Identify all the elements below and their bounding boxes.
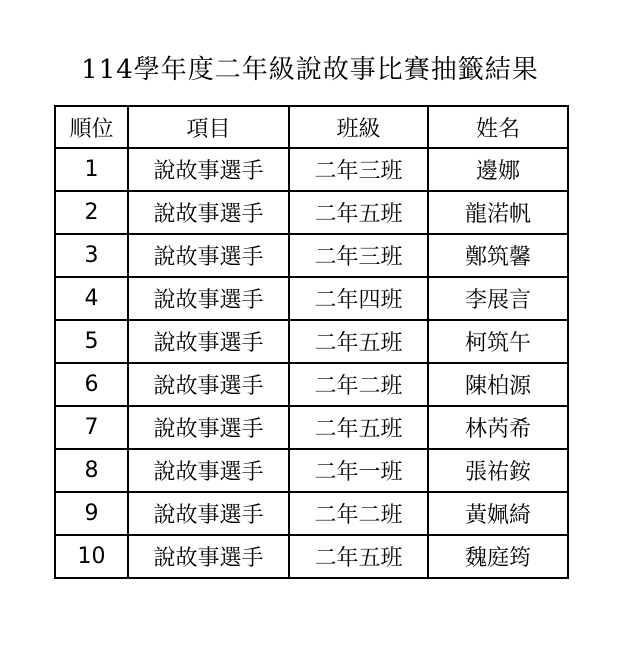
item-cell: 說故事選手 bbox=[128, 320, 289, 363]
table-row bbox=[55, 449, 568, 492]
item-cell: 說故事選手 bbox=[128, 277, 289, 320]
table-header-row bbox=[55, 106, 568, 148]
name-cell: 黃姵綺 bbox=[428, 492, 568, 535]
item-cell: 說故事選手 bbox=[128, 492, 289, 535]
item-cell: 說故事選手 bbox=[128, 406, 289, 449]
table-row bbox=[55, 363, 568, 406]
header-name: 姓名 bbox=[428, 106, 568, 148]
name-cell: 張祐銨 bbox=[428, 449, 568, 492]
item-cell: 說故事選手 bbox=[128, 234, 289, 277]
rank-cell: 7 bbox=[55, 406, 128, 449]
class-cell: 二年一班 bbox=[289, 449, 428, 492]
table-row bbox=[55, 492, 568, 535]
name-cell: 陳柏源 bbox=[428, 363, 568, 406]
name-cell: 鄭筑馨 bbox=[428, 234, 568, 277]
class-cell: 二年三班 bbox=[289, 148, 428, 191]
class-cell: 二年二班 bbox=[289, 492, 428, 535]
class-cell: 二年五班 bbox=[289, 191, 428, 234]
item-cell: 說故事選手 bbox=[128, 535, 289, 578]
rank-cell: 4 bbox=[55, 277, 128, 320]
document-title: 114學年度二年級說故事比賽抽籤結果 bbox=[81, 55, 539, 85]
header-rank: 順位 bbox=[55, 106, 128, 148]
name-cell: 魏庭筠 bbox=[428, 535, 568, 578]
class-cell: 二年五班 bbox=[289, 406, 428, 449]
name-cell: 李展言 bbox=[428, 277, 568, 320]
item-cell: 說故事選手 bbox=[128, 449, 289, 492]
rank-cell: 1 bbox=[55, 148, 128, 191]
item-cell: 說故事選手 bbox=[128, 191, 289, 234]
rank-cell: 2 bbox=[55, 191, 128, 234]
class-cell: 二年四班 bbox=[289, 277, 428, 320]
rank-cell: 6 bbox=[55, 363, 128, 406]
class-cell: 二年五班 bbox=[289, 535, 428, 578]
rank-cell: 10 bbox=[55, 535, 128, 578]
header-item: 項目 bbox=[128, 106, 289, 148]
table-row bbox=[55, 320, 568, 363]
class-cell: 二年三班 bbox=[289, 234, 428, 277]
rank-cell: 8 bbox=[55, 449, 128, 492]
table-row bbox=[55, 535, 568, 578]
table-row bbox=[55, 234, 568, 277]
rank-cell: 9 bbox=[55, 492, 128, 535]
name-cell: 林芮希 bbox=[428, 406, 568, 449]
table-row bbox=[55, 191, 568, 234]
table-row bbox=[55, 148, 568, 191]
name-cell: 邊娜 bbox=[428, 148, 568, 191]
header-class: 班級 bbox=[289, 106, 428, 148]
item-cell: 說故事選手 bbox=[128, 148, 289, 191]
item-cell: 說故事選手 bbox=[128, 363, 289, 406]
class-cell: 二年五班 bbox=[289, 320, 428, 363]
name-cell: 柯筑午 bbox=[428, 320, 568, 363]
table-row bbox=[55, 406, 568, 449]
rank-cell: 5 bbox=[55, 320, 128, 363]
results-table bbox=[54, 105, 569, 579]
table-row bbox=[55, 277, 568, 320]
rank-cell: 3 bbox=[55, 234, 128, 277]
class-cell: 二年二班 bbox=[289, 363, 428, 406]
name-cell: 龍渃帆 bbox=[428, 191, 568, 234]
